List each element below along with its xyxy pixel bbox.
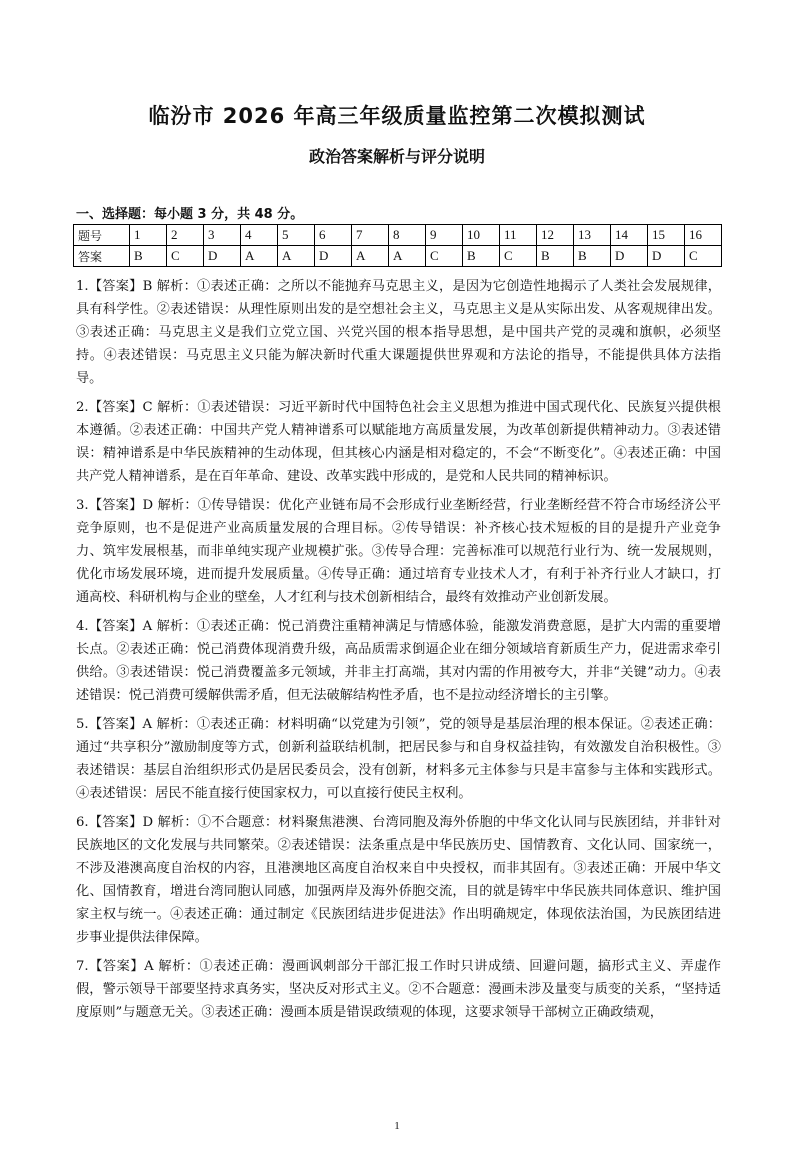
- answer-row: [74, 246, 722, 267]
- question-number: 13: [574, 225, 611, 246]
- question-number: 16: [685, 225, 722, 246]
- question-number: 12: [537, 225, 574, 246]
- answer-cell: D: [204, 246, 241, 267]
- answer-cell: A: [241, 246, 278, 267]
- answer-table: [73, 224, 722, 267]
- answer-cell: B: [574, 246, 611, 267]
- question-number: 14: [611, 225, 648, 246]
- question-number-row: [74, 225, 722, 246]
- explanation-item: 1.【答案】B 解析：①表述正确：之所以不能抛弃马克思主义，是因为它创造性地揭示了人类社会发展规律，具有科学性。②表述错误：从理性原则出发的是空想社会主义，马克思主义是从实际出发、从客观规律出发。③表述正确：马克思主义是我们立党立国、兴党兴国的根本指导思想，是中国共产党的灵魂和旗帜，必须坚持。④表述错误：马克思主义只能为解决新时代重大课题提供世界观和方法论的指导，不能提供具体方法指导。: [76, 279, 721, 386]
- answer-explanations: [76, 275, 721, 1030]
- explanation-item: 5.【答案】A 解析：①表述正确：材料明确“以党建为引领”，党的领导是基层治理的根本保证。②表述正确：通过“共享积分”激励制度等方式，创新利益联结机制，把居民参与和自身权益挂钩，有效激发自治积极性。③表述错误：基层自治组织形式仍是居民委员会，没有创新，材料多元主体参与只是丰富参与主体和实践形式。④表述错误：居民不能直接行使国家权力，可以直接行使民主权利。: [76, 717, 721, 801]
- answer-cell: A: [389, 246, 426, 267]
- question-number: 2: [167, 225, 204, 246]
- question-number: 3: [204, 225, 241, 246]
- explanation-item: 3.【答案】D 解析：①传导错误：优化产业链布局不会形成行业垄断经营，行业垄断经营不符合市场经济公平竞争原则，也不是促进产业高质量发展的合理目标。②传导错误：补齐核心技术短板的目的是提升产业竞争力、筑牢发展根基，而非单纯实现产业规模扩张。③传导合理：完善标准可以规范行业行为、统一发展规则，优化市场发展环境，进而提升发展质量。④传导正确：通过培育专业技术人才，有利于补齐行业人才缺口，打通高校、科研机构与企业的壁垒，人才红利与技术创新相结合，最终有效推动产业创新发展。: [76, 498, 721, 605]
- question-number: 10: [463, 225, 500, 246]
- question-number: 6: [315, 225, 352, 246]
- row-header-answer: 答案: [74, 246, 130, 267]
- answer-cell: B: [130, 246, 167, 267]
- question-number: 9: [426, 225, 463, 246]
- page-title: 临汾市 2026 年高三年级质量监控第二次模拟测试: [148, 104, 646, 128]
- question-number: 8: [389, 225, 426, 246]
- page-number: 1: [394, 1120, 400, 1132]
- explanation-item: 6.【答案】D 解析：①不合题意：材料聚焦港澳、台湾同胞及海外侨胞的中华文化认同与民族团结，并非针对民族地区的文化发展与共同繁荣。②表述错误：法条重点是中华民族历史、国情教育、文化认同、国家统一，不涉及港澳高度自治权的内容，且港澳地区高度自治权来自中央授权，而非其固有。③表述正确：开展中华文化、国情教育，增进台湾同胞认同感，加强两岸及海外侨胞交流，目的就是铸牢中华民族共同体意识、维护国家主权与统一。④表述正确：通过制定《民族团结进步促进法》作出明确规定，体现依法治国，为民族团结进步事业提供法律保障。: [76, 815, 721, 945]
- answer-cell: C: [426, 246, 463, 267]
- question-number: 5: [278, 225, 315, 246]
- answer-cell: B: [463, 246, 500, 267]
- question-number: 15: [648, 225, 685, 246]
- question-number: 7: [352, 225, 389, 246]
- section-heading: 一、选择题：每小题 3 分，共 48 分。: [76, 207, 304, 222]
- answer-cell: A: [352, 246, 389, 267]
- answer-cell: B: [537, 246, 574, 267]
- question-number: 4: [241, 225, 278, 246]
- answer-cell: D: [315, 246, 352, 267]
- page-subtitle: 政治答案解析与评分说明: [308, 147, 485, 166]
- question-number: 1: [130, 225, 167, 246]
- explanation-item: 2.【答案】C 解析：①表述错误：习近平新时代中国特色社会主义思想为推进中国式现代化、民族复兴提供根本遵循。②表述正确：中国共产党人精神谱系可以赋能地方高质量发展，为改革创新提供精神动力。③表述错误：精神谱系是中华民族精神的生动体现，但其核心内涵是相对稳定的，不会“不断变化”。④表述正确：中国共产党人精神谱系，是在百年革命、建设、改革实践中形成的，是党和人民共同的精神标识。: [76, 400, 721, 484]
- explanation-item: 4.【答案】A 解析：①表述正确：悦己消费注重精神满足与情感体验，能激发消费意愿，是扩大内需的重要增长点。②表述正确：悦己消费体现消费升级，高品质需求倒逼企业在细分领域培育新质生产力，促进需求牵引供给。③表述错误：悦己消费覆盖多元领域，并非主打高端，其对内需的作用被夸大，并非“关键”动力。④表述错误：悦己消费可缓解供需矛盾，但无法破解结构性矛盾，也不是拉动经济增长的主引擎。: [76, 619, 721, 703]
- answer-cell: A: [278, 246, 315, 267]
- answer-cell: D: [648, 246, 685, 267]
- answer-cell: C: [685, 246, 722, 267]
- answer-cell: C: [500, 246, 537, 267]
- answer-cell: D: [611, 246, 648, 267]
- row-header-number: 题号: [74, 225, 130, 246]
- question-number: 11: [500, 225, 537, 246]
- explanation-item: 7.【答案】A 解析：①表述正确：漫画讽刺部分干部汇报工作时只讲成绩、回避问题，搞形式主义、弄虚作假，警示领导干部要坚持求真务实，坚决反对形式主义。②不合题意：漫画未涉及量变与质变的关系，“坚持适度原则”与题意无关。③表述正确：漫画本质是错误政绩观的体现，这要求领导干部树立正确政绩观，: [76, 959, 721, 1020]
- answer-cell: C: [167, 246, 204, 267]
